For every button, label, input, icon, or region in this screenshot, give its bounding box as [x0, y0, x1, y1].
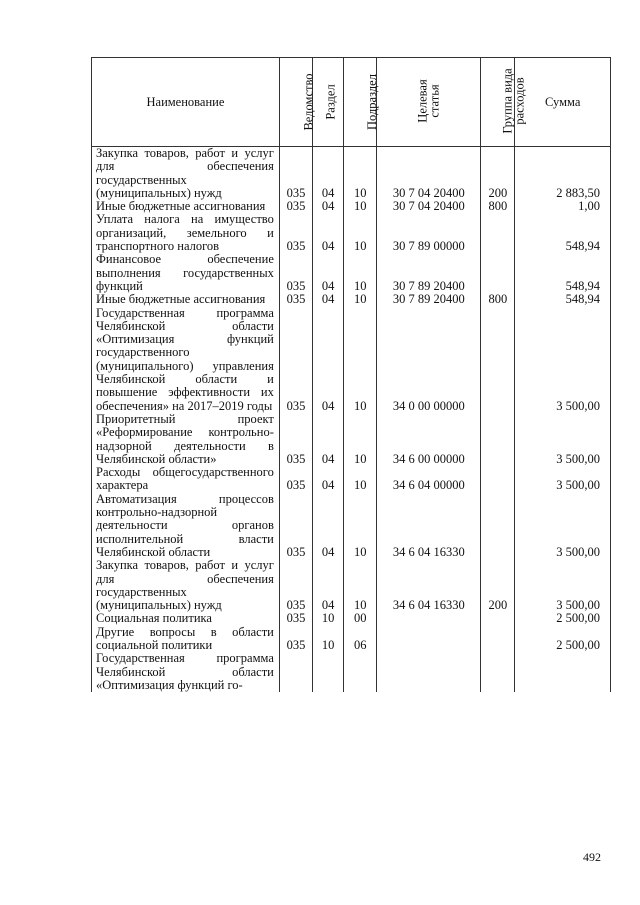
- row-vedomstvo: 035: [279, 612, 312, 625]
- row-celevaya-statya: 30 7 89 20400: [377, 253, 481, 293]
- row-podrazdel: 10: [344, 200, 377, 213]
- table-row: [92, 493, 611, 559]
- header-vedomstvo: Ведомство: [279, 58, 312, 147]
- row-podrazdel: 10: [344, 559, 377, 612]
- row-celevaya-statya: 30 7 04 20400: [377, 147, 481, 201]
- row-summa: 548,94: [515, 253, 611, 293]
- row-gruppa: 800: [481, 293, 515, 306]
- row-name: Приоритетный проект «Реформирование контрольно-надзорной деятельности в Челябинской области»: [92, 413, 280, 466]
- header-razdel: Раздел: [313, 58, 344, 147]
- row-vedomstvo: 035: [279, 200, 312, 213]
- row-gruppa: 200: [481, 559, 515, 612]
- row-name: Расходы общегосударственного характера: [92, 466, 280, 493]
- table-row: [92, 559, 611, 612]
- row-summa: 3 500,00: [515, 307, 611, 413]
- row-name: Закупка товаров, работ и услуг для обеспечения государственных (муниципальных) нужд: [92, 559, 280, 612]
- row-gruppa: [481, 652, 515, 692]
- row-razdel: 04: [313, 413, 344, 466]
- row-name: Уплата налога на имущество организаций, земельного и транспортного налогов: [92, 213, 280, 253]
- row-summa: 3 500,00: [515, 493, 611, 559]
- row-celevaya-statya: 34 6 04 00000: [377, 466, 481, 493]
- row-summa: 3 500,00: [515, 559, 611, 612]
- table-row: [92, 413, 611, 466]
- table-row: [92, 253, 611, 293]
- row-podrazdel: [344, 652, 377, 692]
- row-razdel: 04: [313, 466, 344, 493]
- row-name: Государственная программа Челябинской области «Оптимизация функций государственного (муниципального) управления Челябинской области и повышение эффективности их обеспечения» на 2017–2019 годы: [92, 307, 280, 413]
- row-podrazdel: 10: [344, 253, 377, 293]
- table-row: [92, 307, 611, 413]
- row-gruppa: [481, 253, 515, 293]
- row-summa: 548,94: [515, 213, 611, 253]
- row-podrazdel: 10: [344, 413, 377, 466]
- row-gruppa: [481, 626, 515, 653]
- row-razdel: [313, 652, 344, 692]
- row-celevaya-statya: 34 0 00 00000: [377, 307, 481, 413]
- row-gruppa: 800: [481, 200, 515, 213]
- row-name: Иные бюджетные ассигнования: [92, 293, 280, 306]
- table-row: [92, 612, 611, 625]
- row-celevaya-statya: [377, 612, 481, 625]
- table-row: [92, 652, 611, 692]
- row-podrazdel: 10: [344, 147, 377, 201]
- page-number: 492: [583, 850, 601, 864]
- row-razdel: 04: [313, 213, 344, 253]
- table-row: [92, 147, 611, 201]
- row-podrazdel: 10: [344, 493, 377, 559]
- row-name: Другие вопросы в области социальной политики: [92, 626, 280, 653]
- table-row: [92, 200, 611, 213]
- row-gruppa: [481, 413, 515, 466]
- row-razdel: 10: [313, 612, 344, 625]
- row-celevaya-statya: 34 6 00 00000: [377, 413, 481, 466]
- table-body: [92, 147, 611, 693]
- table-row: [92, 626, 611, 653]
- row-summa: 1,00: [515, 200, 611, 213]
- row-podrazdel: 10: [344, 293, 377, 306]
- row-summa: 2 883,50: [515, 147, 611, 201]
- row-razdel: 04: [313, 253, 344, 293]
- row-gruppa: [481, 612, 515, 625]
- row-razdel: 04: [313, 293, 344, 306]
- row-vedomstvo: 035: [279, 307, 312, 413]
- row-gruppa: 200: [481, 147, 515, 201]
- row-razdel: 04: [313, 147, 344, 201]
- row-vedomstvo: 035: [279, 466, 312, 493]
- row-vedomstvo: 035: [279, 147, 312, 201]
- row-celevaya-statya: [377, 626, 481, 653]
- row-summa: 2 500,00: [515, 612, 611, 625]
- row-name: Автоматизация процессов контрольно-надзорной деятельности органов исполнительной власти Челябинской области: [92, 493, 280, 559]
- row-razdel: 04: [313, 493, 344, 559]
- row-razdel: 04: [313, 307, 344, 413]
- row-podrazdel: 10: [344, 466, 377, 493]
- row-vedomstvo: 035: [279, 413, 312, 466]
- table-header: [92, 58, 611, 147]
- row-razdel: 04: [313, 559, 344, 612]
- row-celevaya-statya: 34 6 04 16330: [377, 493, 481, 559]
- row-celevaya-statya: 30 7 89 20400: [377, 293, 481, 306]
- row-podrazdel: 06: [344, 626, 377, 653]
- row-podrazdel: 10: [344, 307, 377, 413]
- row-gruppa: [481, 307, 515, 413]
- row-vedomstvo: [279, 652, 312, 692]
- row-summa: 3 500,00: [515, 466, 611, 493]
- row-celevaya-statya: [377, 652, 481, 692]
- row-vedomstvo: 035: [279, 626, 312, 653]
- header-gruppa-vida-raskhodov: Группа вида расходов: [481, 58, 515, 147]
- row-celevaya-statya: 34 6 04 16330: [377, 559, 481, 612]
- row-vedomstvo: 035: [279, 213, 312, 253]
- row-name: Социальная политика: [92, 612, 280, 625]
- row-razdel: 04: [313, 200, 344, 213]
- row-podrazdel: 10: [344, 213, 377, 253]
- row-summa: [515, 652, 611, 692]
- table-row: [92, 466, 611, 493]
- row-vedomstvo: 035: [279, 293, 312, 306]
- row-celevaya-statya: 30 7 04 20400: [377, 200, 481, 213]
- row-summa: 3 500,00: [515, 413, 611, 466]
- row-summa: 2 500,00: [515, 626, 611, 653]
- row-gruppa: [481, 213, 515, 253]
- header-podrazdel: Подраздел: [344, 58, 377, 147]
- table-row: [92, 293, 611, 306]
- row-name: Финансовое обеспечение выполнения государственных функций: [92, 253, 280, 293]
- row-vedomstvo: 035: [279, 559, 312, 612]
- header-name: Наименование: [92, 58, 280, 147]
- row-name: Закупка товаров, работ и услуг для обеспечения государственных (муниципальных) нужд: [92, 147, 280, 201]
- row-celevaya-statya: 30 7 89 00000: [377, 213, 481, 253]
- row-gruppa: [481, 493, 515, 559]
- row-vedomstvo: 035: [279, 493, 312, 559]
- row-summa: 548,94: [515, 293, 611, 306]
- row-gruppa: [481, 466, 515, 493]
- row-vedomstvo: 035: [279, 253, 312, 293]
- row-name: Иные бюджетные ассигнования: [92, 200, 280, 213]
- row-podrazdel: 00: [344, 612, 377, 625]
- budget-table: [91, 57, 611, 692]
- row-name: Государственная программа Челябинской области «Оптимизация функций го-: [92, 652, 280, 692]
- table-row: [92, 213, 611, 253]
- header-celevaya-statya: Целевая статья: [377, 58, 481, 147]
- row-razdel: 10: [313, 626, 344, 653]
- header-summa: Сумма: [515, 58, 611, 147]
